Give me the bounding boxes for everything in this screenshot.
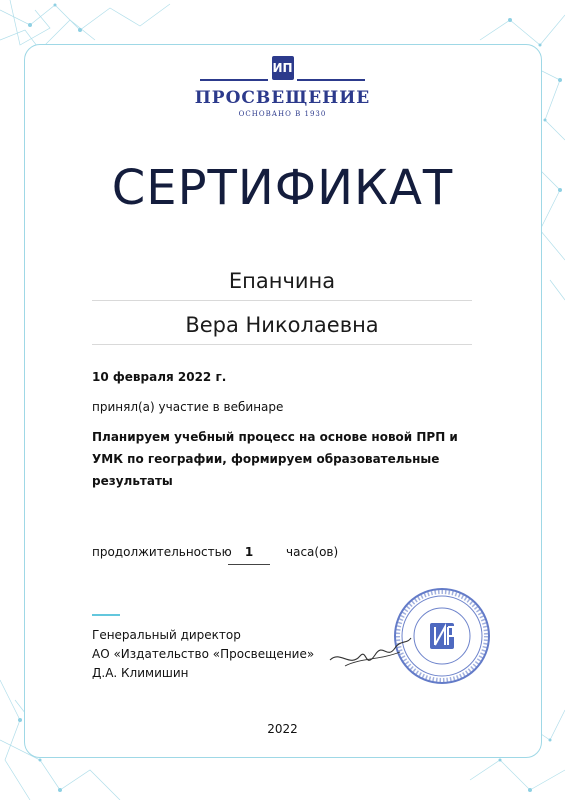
signatory-position: Генеральный директор [92,628,241,642]
logo-underline [200,79,365,81]
recipient-given-names: Вера Николаевна [185,313,379,337]
signatory-block [92,626,314,683]
publisher-logo-icon [272,56,294,80]
publisher-founded: ОСНОВАНО В 1930 [238,110,327,118]
recipient-surname: Епанчина [228,269,336,293]
footer-year: 2022 [267,722,298,736]
duration-unit: часа(ов) [286,545,339,559]
duration-label: продолжительностью [92,545,232,559]
divider [92,300,472,301]
duration-value: 1 [244,545,254,559]
participation-text: принял(а) участие в вебинаре [92,400,284,414]
divider [92,344,472,345]
signatory-organization: АО «Издательство «Просвещение» [92,647,315,661]
accent-line [92,614,120,616]
certificate-title: СЕРТИФИКАТ [111,160,454,216]
duration-underline [228,564,270,565]
webinar-title: Планируем учебный процесс на основе новой ПРП и УМК по географии, формируем образовательные результаты [92,430,458,488]
signatory-name: Д.А. Климишин [92,666,189,680]
signature-icon [325,630,415,675]
event-date: 10 февраля 2022 г. [92,370,227,384]
logo-mark-text: ИП [272,61,293,75]
publisher-name: ПРОСВЕЩЕНИЕ [194,88,371,108]
